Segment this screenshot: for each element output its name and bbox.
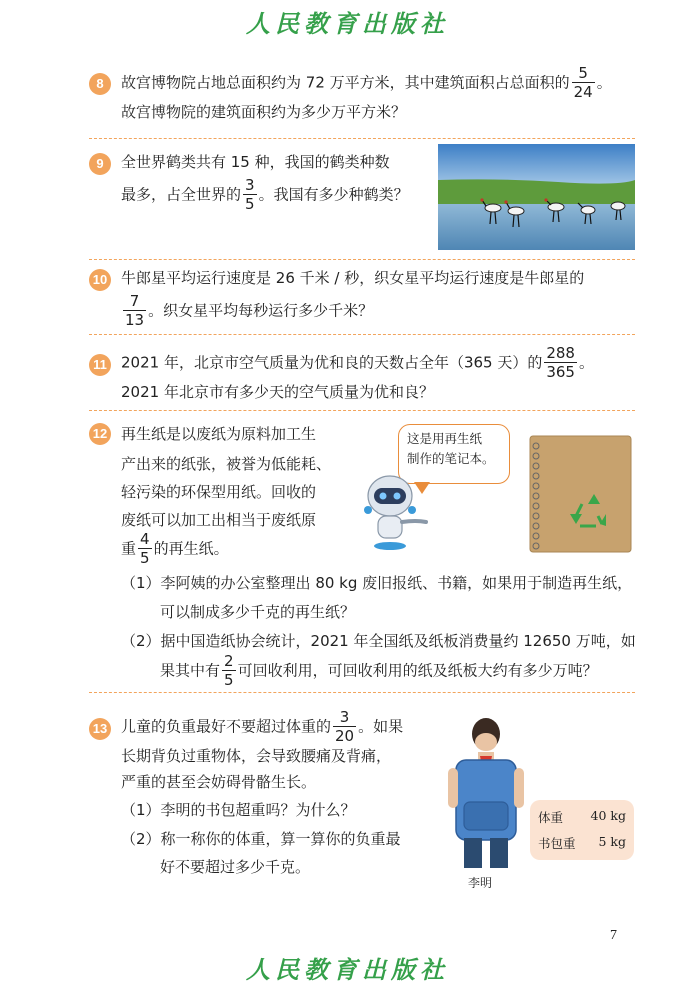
fraction-denominator: 5 bbox=[224, 671, 234, 689]
sub-label: （1） bbox=[121, 801, 161, 819]
problem-12-line-3: 轻污染的环保型用纸。回收的 bbox=[121, 483, 317, 501]
fraction-numerator: 3 bbox=[339, 708, 350, 726]
problem-12-line-5 bbox=[121, 532, 229, 566]
robot-icon bbox=[360, 470, 432, 550]
problem-9-text-a: 最多，占全世界的 bbox=[121, 185, 242, 204]
fraction-numerator: 2 bbox=[224, 652, 234, 670]
fraction-denominator: 5 bbox=[140, 549, 150, 567]
problem-12-line-4: 废纸可以加工出相当于废纸原 bbox=[121, 511, 317, 529]
recycled-notebook-photo bbox=[528, 434, 633, 554]
fraction-numerator: 4 bbox=[140, 530, 150, 548]
weight-row-bag bbox=[538, 834, 626, 852]
fraction-3-5 bbox=[243, 178, 257, 212]
problem-13-line-3: 严重的甚至会妨碍骨骼生长。 bbox=[121, 773, 317, 791]
body-weight-value: 40 kg bbox=[590, 808, 626, 823]
problem-number-9: 9 bbox=[89, 153, 111, 175]
fraction-denominator: 5 bbox=[245, 195, 255, 213]
sub-label: （2） bbox=[121, 632, 161, 650]
problem-9-line-2 bbox=[121, 178, 409, 212]
bag-weight-label: 书包重 bbox=[538, 836, 576, 851]
problem-13-sub1 bbox=[121, 800, 356, 820]
problem-9-line-1: 全世界鹤类共有 15 种，我国的鹤类种数 bbox=[121, 153, 390, 171]
fraction-3-20 bbox=[333, 710, 356, 744]
problem-13-text-a: 儿童的负重最好不要超过体重的 bbox=[121, 717, 332, 736]
problem-13-text-b: 。如果 bbox=[358, 717, 404, 736]
problem-12-text-a: 重 bbox=[121, 539, 137, 558]
problem-12-text-b: 的再生纸。 bbox=[153, 539, 229, 558]
fraction-denominator: 20 bbox=[335, 727, 355, 745]
problem-8-text-b: 。 bbox=[596, 73, 612, 92]
problem-11-text-a: 2021 年，北京市空气质量为优和良的天数占全年（365 天）的 bbox=[121, 353, 543, 372]
fraction-numerator: 7 bbox=[129, 292, 140, 310]
fraction-denominator: 24 bbox=[573, 83, 593, 101]
fraction-288-365 bbox=[544, 346, 577, 380]
bubble-line-2: 制作的笔记本。 bbox=[407, 451, 495, 466]
problem-10-line-1: 牛郎星平均运行速度是 26 千米 / 秒，织女星平均运行速度是牛郎星的 bbox=[121, 269, 585, 287]
section-divider bbox=[89, 692, 635, 693]
problem-12-sub1-line-1 bbox=[121, 573, 632, 593]
fraction-numerator: 5 bbox=[578, 64, 588, 82]
fraction-denominator: 365 bbox=[546, 363, 575, 381]
bag-weight-value: 5 kg bbox=[598, 834, 626, 849]
sub-text: 称一称你的体重，算一算你的负重最 bbox=[160, 830, 401, 848]
sub-text-b: 可回收利用，可回收利用的纸及纸板大约有多少万吨？ bbox=[237, 661, 598, 680]
problem-12-sub2-line-1 bbox=[121, 631, 636, 651]
sub-label: （1） bbox=[121, 574, 161, 592]
student-name-label: 李明 bbox=[468, 876, 493, 890]
fraction-2-5 bbox=[222, 654, 236, 688]
problem-number-13: 13 bbox=[89, 718, 111, 740]
section-divider bbox=[89, 259, 635, 260]
fraction-7-13 bbox=[123, 294, 146, 328]
problem-10-text-b: 。织女星平均每秒运行多少千米？ bbox=[148, 301, 374, 320]
fraction-denominator: 13 bbox=[125, 311, 145, 329]
problem-12-line-1: 再生纸是以废纸为原料加工生 bbox=[121, 425, 317, 443]
problem-12-sub1-line-2: 可以制成多少千克的再生纸？ bbox=[160, 603, 356, 621]
bubble-line-1: 这是用再生纸 bbox=[407, 431, 483, 446]
fraction-numerator: 288 bbox=[546, 344, 575, 362]
problem-13-line-1 bbox=[121, 710, 403, 744]
sub-label: （2） bbox=[121, 830, 161, 848]
problem-8-line-2: 故宫博物院的建筑面积约为多少万平方米？ bbox=[121, 103, 407, 121]
problem-11-line-2: 2021 年北京市有多少天的空气质量为优和良？ bbox=[121, 383, 434, 401]
sub-text-a: 果其中有 bbox=[160, 661, 221, 680]
publisher-header: 人民教育出版社 bbox=[246, 9, 449, 38]
problem-9-text-b: 。我国有多少种鹤类？ bbox=[258, 185, 409, 204]
fraction-5-24 bbox=[572, 66, 595, 100]
weight-card bbox=[530, 800, 634, 860]
problem-number-12: 12 bbox=[89, 423, 111, 445]
problem-13-line-2: 长期背负过重物体，会导致腰痛及背痛， bbox=[121, 747, 392, 765]
problem-8-line-1 bbox=[121, 66, 612, 100]
fraction-4-5 bbox=[138, 532, 152, 566]
problem-number-8: 8 bbox=[89, 73, 111, 95]
problem-11-line-1 bbox=[121, 346, 594, 380]
student-with-backpack-illustration bbox=[440, 712, 530, 872]
page-number: 7 bbox=[610, 928, 617, 943]
sub-text: 李明的书包超重吗？为什么？ bbox=[160, 801, 356, 819]
weight-row-body bbox=[538, 808, 626, 826]
problem-12-line-2: 产出来的纸张，被誉为低能耗、 bbox=[121, 455, 332, 473]
problem-8-text-a: 故宫博物院占地总面积约为 72 万平方米，其中建筑面积占总面积的 bbox=[121, 73, 570, 92]
problem-number-11: 11 bbox=[89, 354, 111, 376]
problem-number-10: 10 bbox=[89, 269, 111, 291]
section-divider bbox=[89, 334, 635, 335]
problem-11-text-b: 。 bbox=[578, 353, 594, 372]
body-weight-label: 体重 bbox=[538, 810, 564, 825]
crane-photo bbox=[438, 144, 635, 250]
publisher-footer: 人民教育出版社 bbox=[246, 955, 449, 984]
sub-text: 据中国造纸协会统计，2021 年全国纸及纸板消费量约 12650 万吨，如 bbox=[160, 632, 636, 650]
problem-13-sub2-line-2: 好不要超过多少千克。 bbox=[160, 858, 311, 876]
problem-13-sub2-line-1 bbox=[121, 829, 401, 849]
problem-10-line-2 bbox=[121, 294, 373, 328]
section-divider bbox=[89, 410, 635, 411]
problem-12-sub2-line-2 bbox=[160, 654, 598, 688]
sub-text: 李阿姨的办公室整理出 80 kg 废旧报纸、书籍，如果用于制造再生纸， bbox=[160, 574, 633, 592]
section-divider bbox=[89, 138, 635, 139]
fraction-numerator: 3 bbox=[245, 176, 255, 194]
